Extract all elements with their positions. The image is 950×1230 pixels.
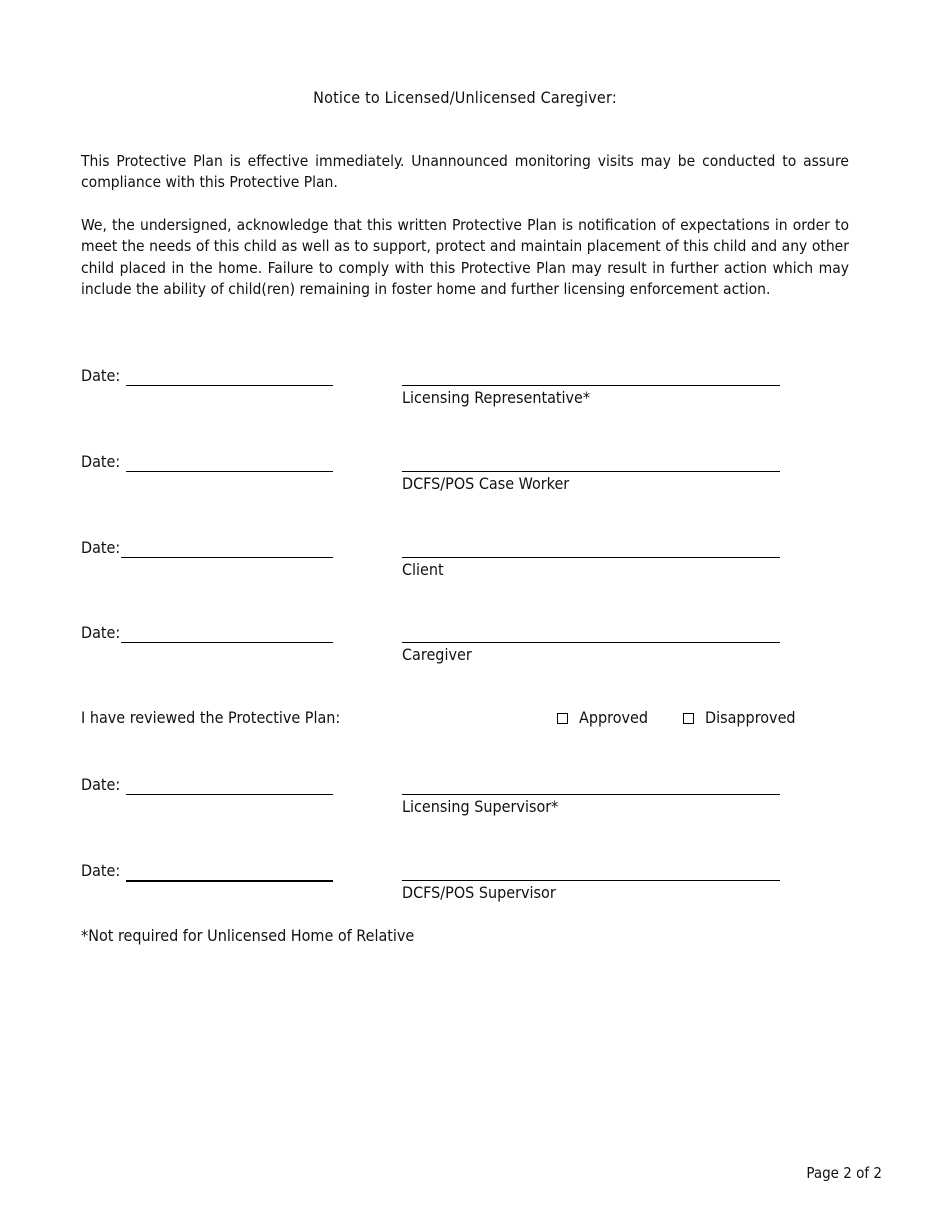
date-label: Date:	[81, 775, 121, 794]
date-field[interactable]	[126, 471, 333, 472]
approved-checkbox[interactable]	[557, 713, 568, 724]
date-field[interactable]	[121, 557, 333, 558]
notice-heading: Notice to Licensed/Unlicensed Caregiver:	[313, 88, 617, 107]
date-field[interactable]	[126, 794, 333, 795]
acknowledgement-paragraph: We, the undersigned, acknowledge that this written Protective Plan is notification of expectations in order to meet the needs of this child as well as to support, protect and maintain placement of this child and any other child placed in the home. Failure to comply with this Protective Plan may result in further action which may include the ability of child(ren) remaining in foster home and further licensing enforcement action.	[81, 216, 849, 298]
page-number: Page 2 of 2	[806, 1164, 882, 1182]
signer-title: Caregiver	[402, 645, 472, 664]
signer-title: DCFS/POS Case Worker	[402, 474, 570, 493]
date-field[interactable]	[126, 385, 333, 386]
date-field[interactable]	[121, 642, 333, 643]
date-label: Date:	[81, 452, 121, 471]
disapproved-checkbox[interactable]	[683, 713, 694, 724]
signature-row-licensing-representative	[81, 366, 861, 416]
signature-row-client	[81, 538, 861, 588]
date-field[interactable]	[126, 880, 333, 882]
signature-field[interactable]	[402, 385, 780, 386]
date-label: Date:	[81, 623, 121, 642]
signature-field[interactable]	[402, 794, 780, 795]
signer-title: Licensing Supervisor*	[402, 797, 559, 816]
signer-title: Client	[402, 560, 444, 579]
signature-field[interactable]	[402, 880, 780, 881]
effective-paragraph: This Protective Plan is effective immediately. Unannounced monitoring visits may be conducted to assure compliance with this Protective Plan.	[81, 152, 849, 192]
date-label: Date:	[81, 366, 121, 385]
signature-row-dcfs-supervisor	[81, 861, 861, 911]
date-label: Date:	[81, 861, 121, 880]
review-row	[81, 708, 861, 732]
signature-row-licensing-supervisor	[81, 775, 861, 825]
approved-option[interactable]	[557, 708, 648, 727]
date-label: Date:	[81, 538, 121, 557]
disapproved-label: Disapproved	[705, 708, 796, 727]
signature-row-case-worker	[81, 452, 861, 502]
signature-field[interactable]	[402, 557, 780, 558]
signer-title: Licensing Representative*	[402, 388, 591, 407]
review-label: I have reviewed the Protective Plan:	[81, 708, 341, 727]
footnote: *Not required for Unlicensed Home of Relative	[81, 926, 415, 945]
signature-field[interactable]	[402, 642, 780, 643]
signature-field[interactable]	[402, 471, 780, 472]
signer-title: DCFS/POS Supervisor	[402, 883, 556, 902]
disapproved-option[interactable]	[683, 708, 796, 727]
approved-label: Approved	[579, 708, 649, 727]
signature-row-caregiver	[81, 623, 861, 673]
